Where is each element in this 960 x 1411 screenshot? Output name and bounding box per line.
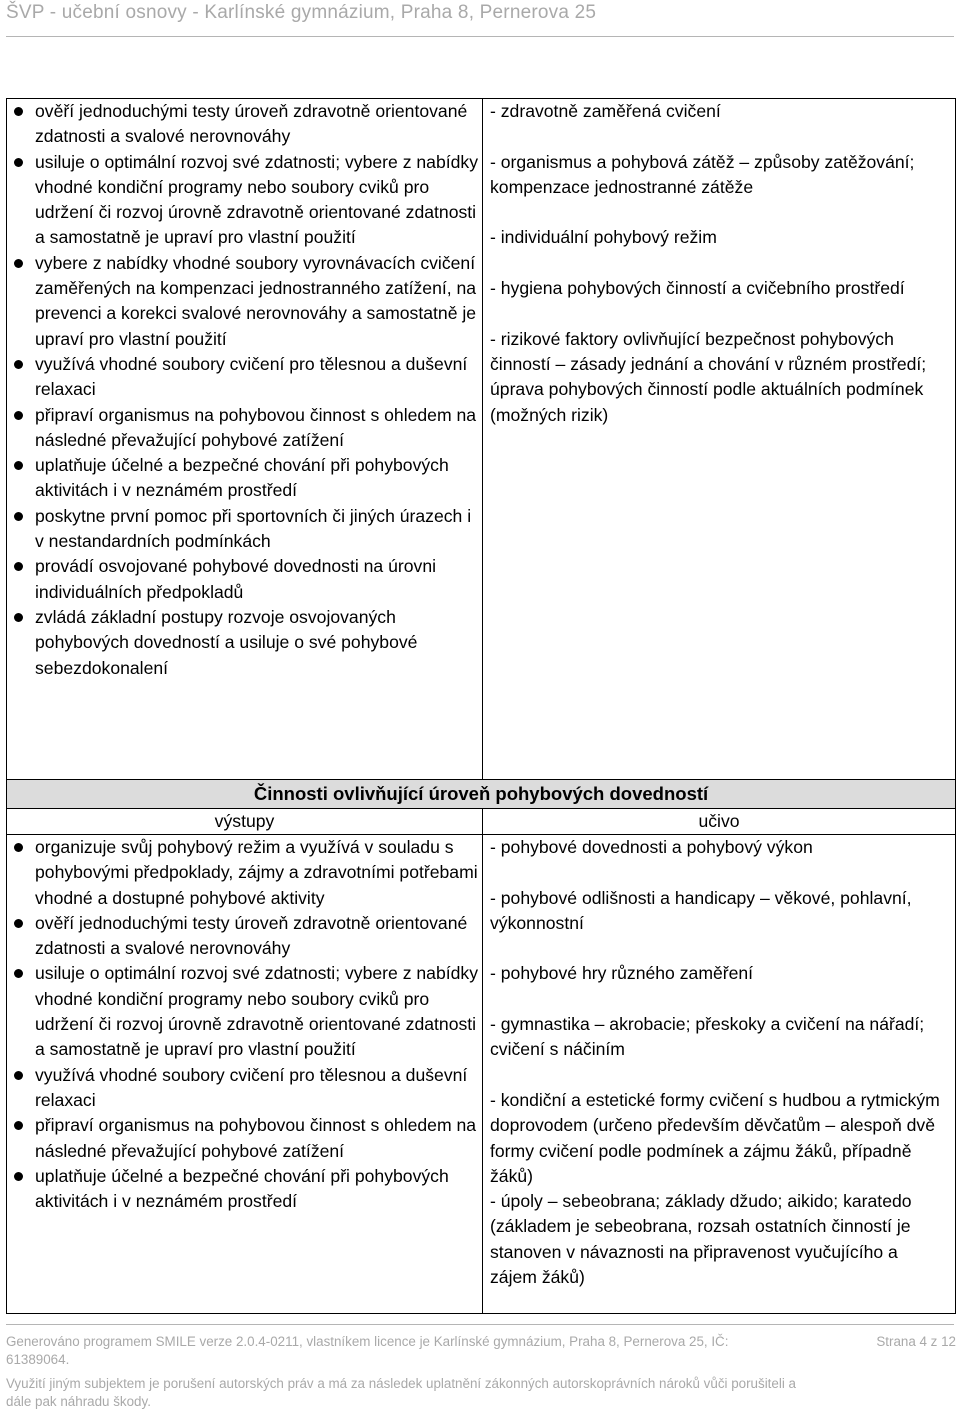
bullet-icon (14, 843, 23, 852)
outputs-cell (7, 835, 483, 1314)
curriculum-item: - organismus a pohybová zátěž – způsoby zatěžování; kompenzace jednostranné zátěže (490, 151, 915, 197)
curriculum-list (483, 99, 955, 428)
outputs-list (7, 99, 482, 681)
curriculum-cell (483, 99, 956, 788)
list-item (7, 150, 482, 251)
bullet-icon (14, 613, 23, 622)
outputs-cell (7, 99, 483, 788)
table-row (7, 835, 956, 1314)
bullet-icon (14, 1172, 23, 1181)
section-title: Činnosti ovlivňující úroveň pohybových dovedností (7, 780, 956, 809)
output-text: ověří jednoduchými testy úroveň zdravotně orientované zdatnosti a svalové nerovnováhy (35, 101, 468, 147)
output-text: provádí osvojované pohybové dovednosti na úrovni individuálních předpokladů (35, 556, 437, 602)
output-text: zvládá základní postupy rozvoje osvojovaných pohybových dovedností a usiluje o své pohybové sebezdokonalení (35, 606, 418, 678)
list-item (7, 1063, 482, 1114)
list-item (7, 504, 482, 555)
output-text: uplatňuje účelné a bezpečné chování při pohybových aktivitách i v neznámém prostředí (35, 455, 449, 501)
bullet-icon (14, 158, 23, 167)
list-item (7, 99, 482, 150)
footer-copyright-note: Využití jiným subjektem je porušení autorských práv a má za následek uplatnění zákonných autorskoprávních nároků vůči porušiteli a dále pak náhradu škody. (6, 1376, 796, 1409)
header-divider (6, 36, 954, 37)
bullet-icon (14, 411, 23, 420)
curriculum-item: - individuální pohybový režim (490, 227, 717, 248)
output-text: organizuje svůj pohybový režim a využívá v souladu s pohybovými předpoklady, zájmy a zdravotními potřebami vhodné a dostupné pohybové aktivity (35, 837, 478, 908)
document-header-title: ŠVP - učební osnovy - Karlínské gymnázium, Praha 8, Pernerova 25 (6, 2, 597, 23)
footer-divider (6, 1324, 954, 1325)
bullet-icon (14, 1071, 23, 1080)
column-header-curriculum: učivo (483, 809, 956, 835)
syllabus-table-movement-skills (6, 779, 956, 1314)
output-text: ověří jednoduchými testy úroveň zdravotně orientované zdatnosti a svalové nerovnováhy (35, 912, 468, 959)
bullet-icon (14, 969, 23, 978)
output-text: usiluje o optimální rozvoj své zdatnosti; vybere z nabídky vhodné kondiční programy nebo soubory cviků pro udržení či rozvoj úrovně zdravotně orientované zdatnosti a samostatně je upraví pro vlastní použití (35, 963, 478, 1060)
bullet-icon (14, 919, 23, 928)
bullet-icon (14, 360, 23, 369)
list-item (7, 961, 482, 1062)
output-text: vybere z nabídky vhodné soubory vyrovnávacích cvičení zaměřených na kompenzaci jednostranného zatížení, na prevenci a korekci svalové nerovnováhy a samostatně je upraví pro vlastní použití (35, 252, 477, 349)
curriculum-item: - úpoly – sebeobrana; základy džudo; aikido; karatedo (základem je sebeobrana, rozsah ostatních činností je stanoven v návaznosti na připravenost vyučujícího a zájem žáků) (490, 1191, 912, 1288)
list-item (7, 911, 482, 962)
curriculum-item: - gymnastika – akrobacie; přeskoky a cvičení na nářadí; cvičení s náčiním (490, 1014, 925, 1060)
output-text: připraví organismus na pohybovou činnost s ohledem na následné převažující pohybové zatížení (35, 404, 477, 450)
list-item (7, 1113, 482, 1164)
section-header-row (7, 780, 956, 809)
output-text: poskytne první pomoc při sportovních či jiných úrazech i v nestandardních podmínkách (35, 505, 472, 552)
curriculum-item: - pohybové odlišnosti a handicapy – věkové, pohlavní, výkonnostní (490, 887, 912, 933)
outputs-list (7, 835, 482, 1214)
bullet-icon (14, 107, 23, 116)
bullet-icon (14, 461, 23, 470)
footer-generated-note: Generováno programem SMILE verze 2.0.4-0211, vlastníkem licence je Karlínské gymnázium, Praha 8, Pernerova 25, IČ: 61389064. (6, 1334, 729, 1367)
curriculum-item: - pohybové hry různého zaměření (490, 963, 754, 984)
list-item (7, 835, 482, 911)
curriculum-item: - rizikové faktory ovlivňující bezpečnost pohybových činností – zásady jednání a chování v různém prostředí; úprava pohybových činností podle aktuálních podmínek (možných rizik) (490, 328, 927, 425)
table-row (7, 99, 956, 788)
output-text: připraví organismus na pohybovou činnost s ohledem na následné převažující pohybové zatížení (35, 1115, 477, 1161)
list-item (7, 554, 482, 605)
bullet-icon (14, 562, 23, 571)
list-item (7, 453, 482, 504)
list-item (7, 251, 482, 352)
curriculum-item: - kondiční a estetické formy cvičení s hudbou a rytmickým doprovodem (určeno především děvčatům – alespoň dvě formy cvičení podle podmínek a zájmu žáků, případně žáků) (490, 1089, 940, 1186)
curriculum-item: - zdravotně zaměřená cvičení (490, 101, 721, 121)
curriculum-item: - pohybové dovednosti a pohybový výkon (490, 837, 813, 857)
list-item (7, 352, 482, 403)
list-item (7, 605, 482, 681)
output-text: uplatňuje účelné a bezpečné chování při pohybových aktivitách i v neznámém prostředí (35, 1165, 449, 1212)
page-number: Strana 4 z 12 (876, 1334, 956, 1349)
curriculum-cell (483, 835, 956, 1314)
output-text: využívá vhodné soubory cvičení pro tělesnou a duševní relaxaci (35, 353, 468, 400)
column-header-outputs: výstupy (7, 809, 483, 835)
curriculum-list (483, 835, 955, 1290)
output-text: usiluje o optimální rozvoj své zdatnosti; vybere z nabídky vhodné kondiční programy nebo soubory cviků pro udržení či rozvoj úrovně zdravotně orientované zdatnosti a samostatně je upraví pro vlastní použití (35, 151, 478, 248)
bullet-icon (14, 1121, 23, 1130)
bullet-icon (14, 512, 23, 521)
curriculum-item: - hygiena pohybových činností a cvičebního prostředí (490, 278, 905, 299)
bullet-icon (14, 259, 23, 268)
list-item (7, 1164, 482, 1215)
column-header-row (7, 809, 956, 835)
syllabus-table-continued (6, 98, 956, 788)
list-item (7, 403, 482, 454)
output-text: využívá vhodné soubory cvičení pro tělesnou a duševní relaxaci (35, 1064, 468, 1110)
